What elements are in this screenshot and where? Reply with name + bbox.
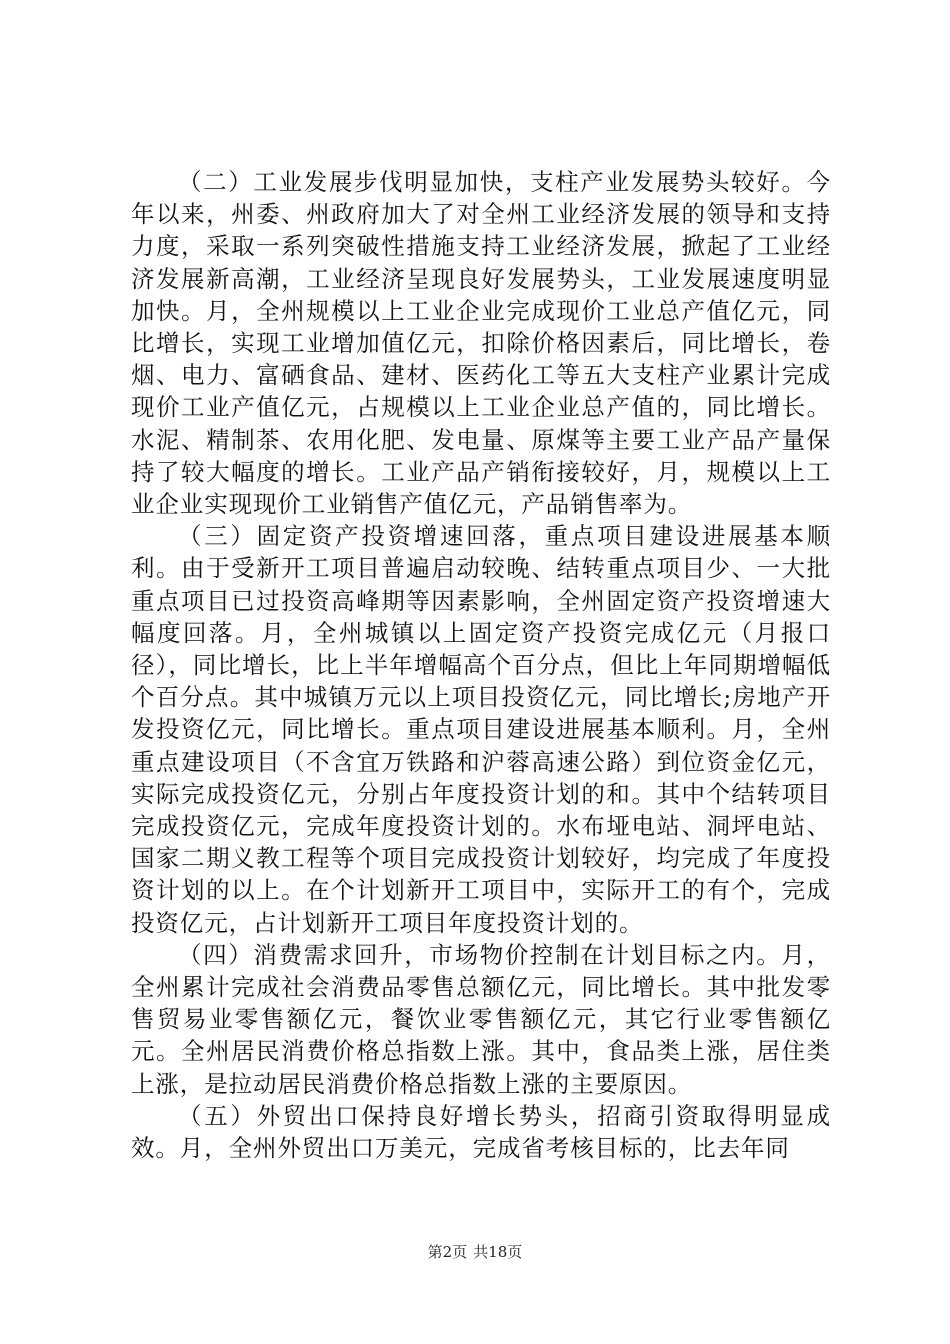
paragraph-investment: （三）固定资产投资增速回落，重点项目建设进展基本顺利。由于受新开工项目普遍启动较晚、结转重点项目少、一大批重点项目已过投资高峰期等因素影响，全州固定资产投资增速大幅度回落。月，全州城镇以上固定资产投资完成亿元（月报口径），同比增长，比上半年增幅高个百分点，但比上年同期增幅低个百分点。其中城镇万元以上项目投资亿元，同比增长;房地产开发投资亿元，同比增长。重点项目建设进展基本顺利。月，全州重点建设项目（不含宜万铁路和沪蓉高速公路）到位资金亿元，实际完成投资亿元，分别占年度投资计划的和。其中个结转项目完成投资亿元，完成年度投资计划的。水布垭电站、洞坪电站、国家二期义教工程等个项目完成投资计划较好，均完成了年度投资计划的以上。在个计划新开工项目中，实际开工的有个，完成投资亿元，占计划新开工项目年度投资计划的。 [131,522,831,937]
page-total: 共18页 [473,1243,523,1261]
paragraph-foreign-trade: （五）外贸出口保持良好增长势头，招商引资取得明显成效。月，全州外贸出口万美元，完成省考核目标的，比去年同 [131,1101,831,1163]
page-footer [0,1242,950,1262]
page-number: 第2页 [427,1243,468,1261]
paragraph-consumption: （四）消费需求回升，市场物价控制在计划目标之内。月，全州累计完成社会消费品零售总额亿元，同比增长。其中批发零售贸易业零售额亿元，餐饮业零售额亿元，其它行业零售额亿元。全州居民消费价格总指数上涨。其中，食品类上涨，居住类上涨，是拉动居民消费价格总指数上涨的主要原因。 [131,940,831,1098]
document-body [131,166,831,1164]
paragraph-industry: （二）工业发展步伐明显加快，支柱产业发展势头较好。今年以来，州委、州政府加大了对全州工业经济发展的领导和支持力度，采取一系列突破性措施支持工业经济发展，掀起了工业经济发展新高潮，工业经济呈现良好发展势头，工业发展速度明显加快。月，全州规模以上工业企业完成现价工业总产值亿元，同比增长，实现工业增加值亿元，扣除价格因素后，同比增长，卷烟、电力、富硒食品、建材、医药化工等五大支柱产业累计完成现价工业产值亿元，占规模以上工业企业总产值的，同比增长。水泥、精制茶、农用化肥、发电量、原煤等主要工业产品产量保持了较大幅度的增长。工业产品产销衔接较好，月，规模以上工业企业实现现价工业销售产值亿元，产品销售率为。 [131,168,831,519]
